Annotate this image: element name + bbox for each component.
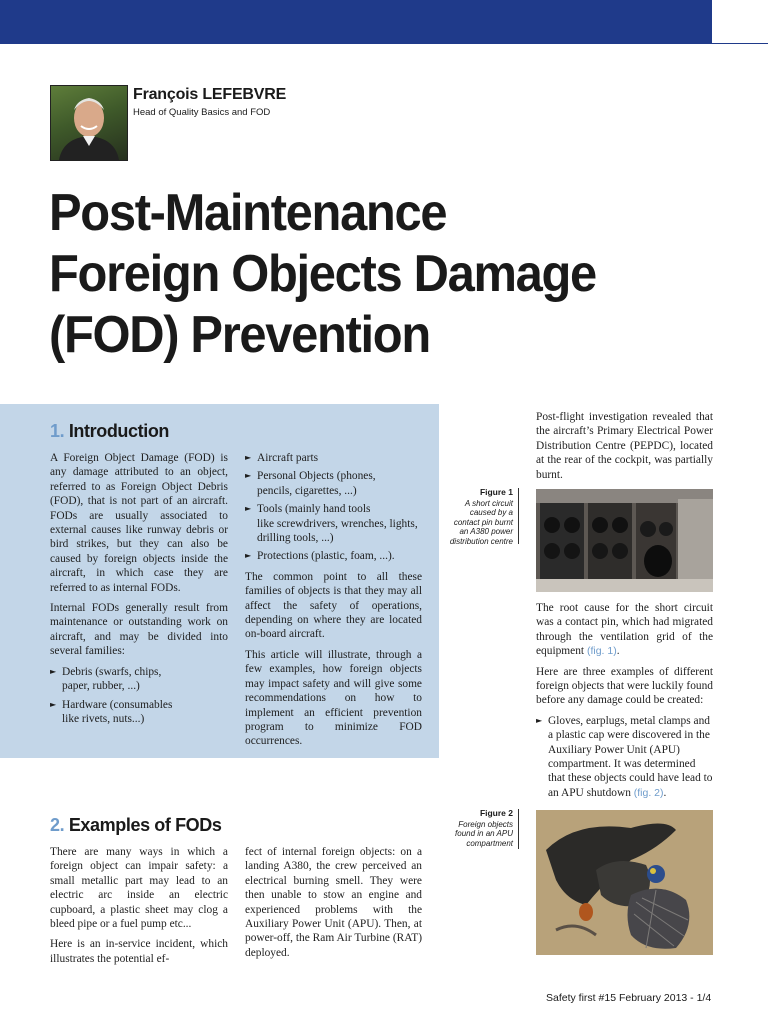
title-line: (FOD) Prevention [49, 306, 430, 364]
section-title: Introduction [68, 421, 170, 441]
list-item: ► Gloves, earplugs, metal clamps and a plastic cap were discovered in the Auxiliary Power Unit (APU) compartment. It was determined that these objects could have lead to an APU shutdown (fig. 2). [536, 714, 713, 800]
paragraph: Internal FODs generally result from maintenance or outstanding work on aircraft, and may be divided into several families: [50, 602, 228, 658]
fod-family-list [245, 451, 422, 564]
paragraph: fect of internal foreign objects: on a landing A380, the crew perceived an electrical burning smell. They were then unable to stow an engine and experienced problems with the Auxiliary Power Unit (APU). Then, at power-off, the Ram Air Turbine (RAT) deployed. [245, 846, 422, 959]
examples-column-1 [50, 845, 228, 972]
intro-column-1 [50, 451, 228, 732]
intro-column-2 [245, 451, 422, 755]
section-number: 2. [50, 815, 65, 835]
paragraph: The root cause for the short circuit was a contact pin, which had migrated through the ventilation grid of the equipment (fig. 1). [536, 602, 713, 658]
figure-1-caption [443, 488, 513, 546]
paragraph: The common point to all these families of objects is that they may all affect the safety of operations, depending on where they are located on-board aircraft. [245, 570, 422, 641]
figure-1-text: A short circuit caused by a contact pin burnt an A380 power distribution centre [449, 498, 513, 546]
figure-1-label: Figure 1 [479, 487, 513, 497]
figure-2-text: Foreign objects found in an APU compartment [455, 819, 513, 848]
author-role: Head of Quality Basics and FOD [133, 107, 271, 118]
list-item: ► Aircraft parts [245, 451, 422, 465]
paragraph: A Foreign Object Damage (FOD) is any damage attributed to an object, referred to as Foreign Object Debris (FOD), that is not part of an aircraft. FODs are usually associated to external causes like runway debris or bird strikes, but they can also be caused by foreign objects inside the aircraft, in which case they are referred to as internal FODs. [50, 452, 228, 594]
right-column-top [536, 410, 713, 488]
figure-1-rule [518, 488, 519, 544]
list-item: ► Tools (mainly hand tools like screwdrivers, wrenches, lights, drilling tools, ...) [245, 502, 422, 545]
list-item: ► Protections (plastic, foam, ...). [245, 549, 422, 563]
section-2-heading [50, 815, 221, 836]
list-item: ► Hardware (consumables like rivets, nuts...) [50, 698, 228, 727]
section-title: Examples of FODs [68, 815, 222, 835]
paragraph: Here are three examples of different foreign objects that were luckily found before any damage could be created: [536, 665, 713, 707]
right-column-middle [536, 601, 713, 806]
list-item: ► Debris (swarfs, chips, paper, rubber, ...) [50, 665, 228, 694]
figure-2-rule [518, 809, 519, 849]
author-name: François LEFEBVRE [133, 86, 287, 103]
list-item: ► Personal Objects (phones, pencils, cigarettes, ...) [245, 469, 422, 498]
paragraph: Here is an in-service incident, which illustrates the potential ef- [50, 938, 228, 965]
author-photo [50, 85, 128, 161]
article-title [49, 183, 688, 366]
figure-2-caption [443, 809, 513, 848]
figure-2-label: Figure 2 [479, 808, 513, 818]
page-footer: Safety first #15 February 2013 - 1/4 [546, 992, 712, 1004]
header-bar-corner [712, 0, 768, 44]
figure-2-image [536, 810, 713, 955]
title-line: Post-Maintenance [49, 184, 447, 242]
figure-2-reference[interactable]: (fig. 2) [633, 786, 664, 799]
examples-list [536, 714, 713, 800]
title-line: Foreign Objects Damage [49, 245, 596, 303]
figure-1-reference[interactable]: (fig. 1) [586, 645, 617, 658]
header-bar [0, 0, 712, 44]
examples-column-2 [245, 845, 422, 966]
paragraph: Post-flight investigation revealed that the aircraft’s Primary Electrical Power Distribution Centre (PEPDC), located at the rear of the cockpit, was partially burnt. [536, 411, 713, 481]
paragraph: There are many ways in which a foreign object can impair safety: a small metallic part may lead to an electric arc inside an electric cupboard, a plastic sheet may clog a bleed pipe or a fuel pump etc... [50, 846, 228, 931]
fod-family-list [50, 665, 228, 727]
section-1-heading [50, 421, 169, 442]
section-number: 1. [50, 421, 65, 441]
paragraph: This article will illustrate, through a few examples, how foreign objects may impact safety and will give some recommendations on how to implement an efficient prevention program to minimize FOD occurrences. [245, 648, 422, 748]
figure-1-image [536, 489, 713, 592]
